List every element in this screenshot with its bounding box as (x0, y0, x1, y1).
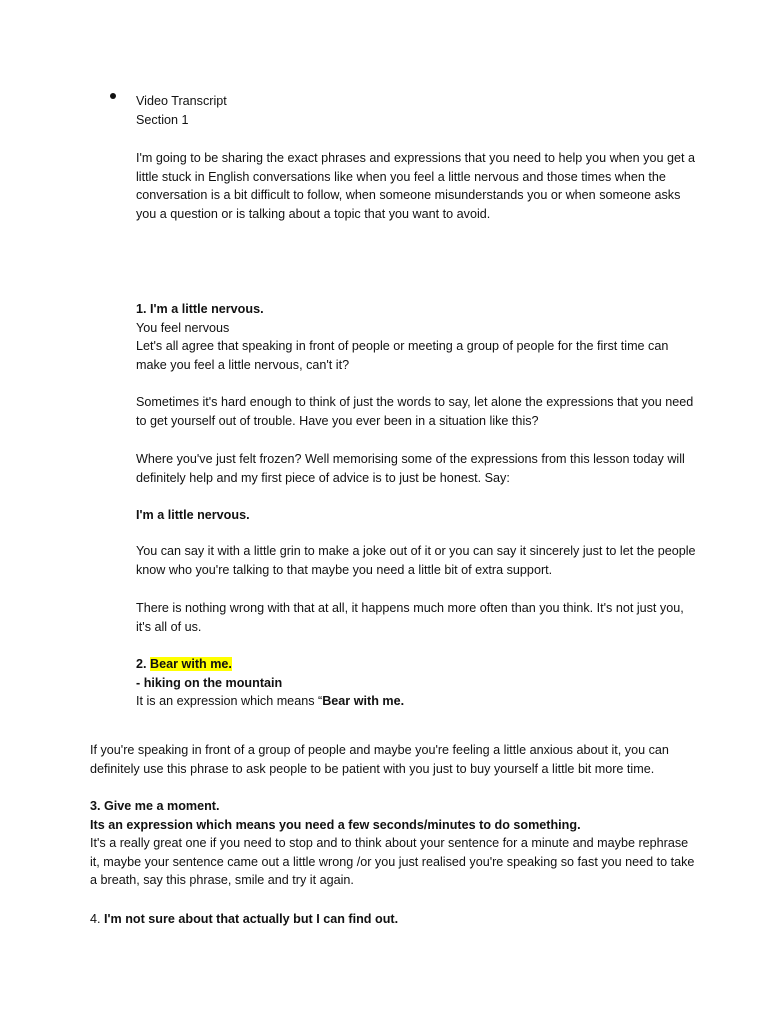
item-3-block (90, 797, 700, 890)
intro-paragraph: I'm going to be sharing the exact phrases and expressions that you need to help you when you get a little stuck in English conversations like when you feel a little nervous and those times when the conversation is a bit difficult to follow, when someone misunderstands you or when someone asks you a question or is talking about a topic that you want to avoid. (136, 151, 695, 221)
item-3-subtitle: Its an expression which means you need a few seconds/minutes to do something. (90, 817, 581, 832)
item-1-header (136, 300, 696, 374)
item-3-heading: 3. Give me a moment. (90, 799, 220, 813)
header (136, 92, 696, 129)
item-2-heading-line (136, 655, 696, 674)
item-1-paragraph-2: Sometimes it's hard enough to think of just the words to say, let alone the expressions that you need to get yourself out of trouble. Have you ever been in a situation like this? (136, 395, 694, 428)
item-1-heading: 1. I'm a little nervous. (136, 302, 264, 316)
item-4-number: 4. (90, 912, 105, 926)
item-4-heading: I'm not sure about that actually but I can find out. (104, 912, 399, 926)
item-1-paragraph-4: You can say it with a little grin to make a joke out of it or you can say it sincerely just to let the people know who you're talking to that maybe you need a little bit of extra support. (136, 544, 696, 577)
item-4-heading-line (90, 910, 700, 929)
item-1-paragraph-3: Where you've just felt frozen? Well memorising some of the expressions from this lesson today will definitely help and my first piece of advice is to just be honest. Say: (136, 452, 685, 485)
item-2-meaning-prefix: It is an expression which means “ (136, 694, 323, 708)
section-label: Section 1 (136, 112, 189, 127)
item-2-number: 2. (136, 657, 151, 671)
item-3-paragraph-1: It's a really great one if you need to stop and to think about your sentence for a minute and maybe rephrase it, maybe your sentence came out a little wrong /or you just realised you're speaking so fast you need to take a breath, say this phrase, smile and try it again. (90, 836, 695, 887)
item-2-paragraph-1: If you're speaking in front of a group of people and maybe you're feeling a little anxious about it, you can definitely use this phrase to ask people to be patient with you just to buy yourself a little bit more time. (90, 743, 669, 776)
item-2-subtitle: - hiking on the mountain (136, 675, 283, 690)
item-2-meaning (136, 692, 696, 711)
document-title: Video Transcript (136, 94, 227, 108)
item-1-paragraph-1: Let's all agree that speaking in front of people or meeting a group of people for the first time can make you feel a little nervous, can't it? (136, 339, 669, 372)
item-1-phrase: I'm a little nervous. (136, 508, 250, 522)
item-1-subtitle: You feel nervous (136, 320, 230, 335)
item-2-heading-highlight: Bear with me. (150, 657, 232, 671)
item-2-header (136, 655, 696, 711)
item-2-meaning-bold: Bear with me. (322, 694, 405, 708)
item-1-paragraph-5: There is nothing wrong with that at all, it happens much more often than you think. It's not just you, it's all of us. (136, 601, 684, 634)
bullet-icon (110, 93, 116, 99)
